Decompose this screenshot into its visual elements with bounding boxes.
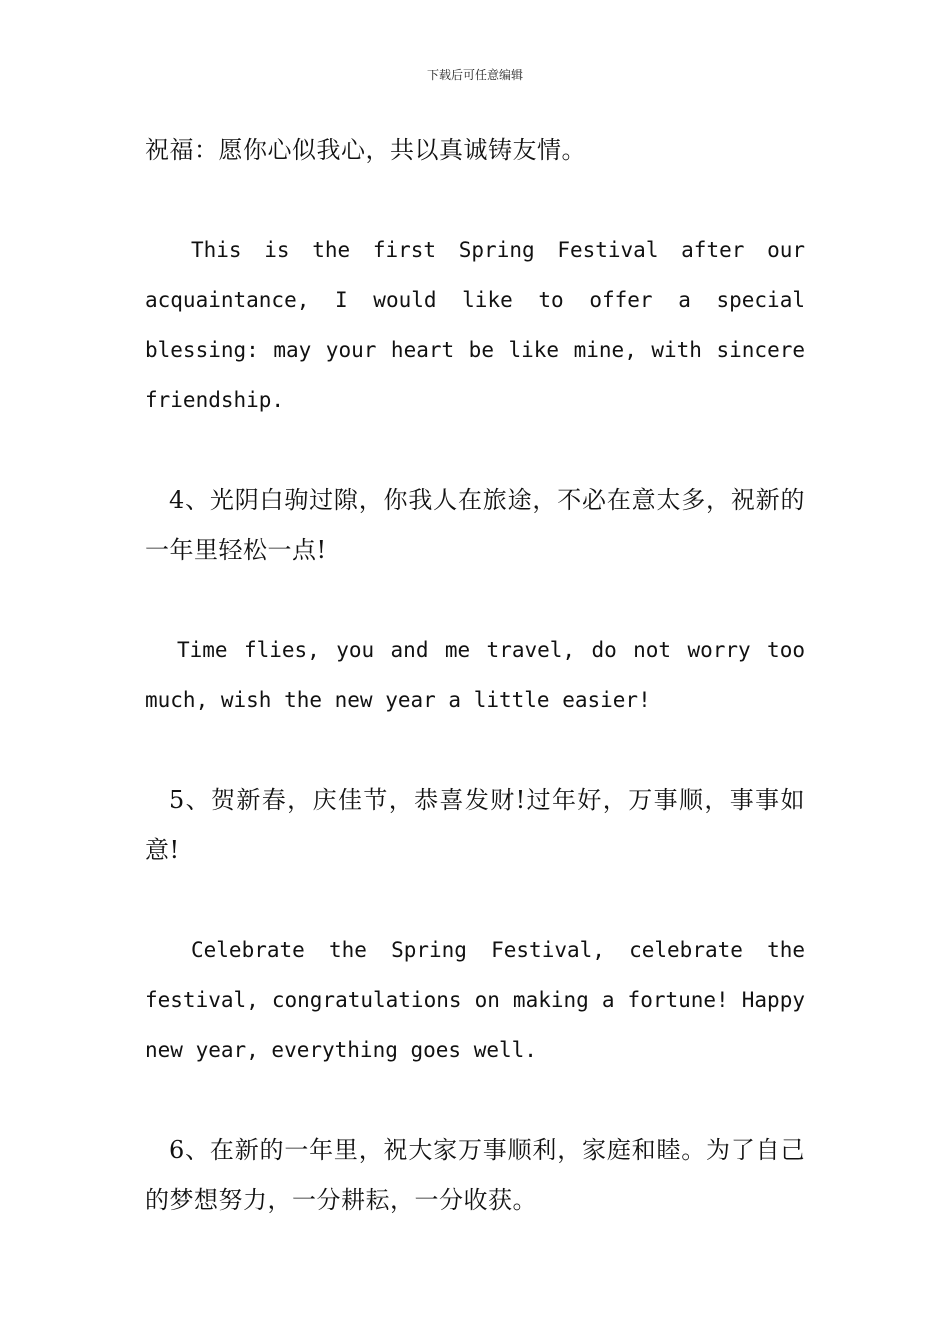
- paragraph-blessing-en: This is the first Spring Festival after our acquaintance, I would like to offer a special blessing: may your heart be like mine, with sincere friendship.: [145, 238, 805, 412]
- paragraph-4-en: Time flies, you and me travel, do not worry too much, wish the new year a little easier!: [145, 638, 805, 712]
- paragraph-gap: [145, 725, 805, 775]
- paragraph-5-zh: 5、贺新春，庆佳节，恭喜发财!过年好，万事顺，事事如意!: [145, 786, 805, 864]
- paragraph-blessing-zh: 祝福：愿你心似我心，共以真诚铸友情。: [145, 136, 586, 164]
- paragraph-gap: [145, 875, 805, 925]
- paragraph-gap: [145, 175, 805, 225]
- paragraph-gap: [145, 575, 805, 625]
- paragraph-6-zh: 6、在新的一年里，祝大家万事顺利，家庭和睦。为了自己的梦想努力，一分耕耘，一分收获。: [145, 1136, 805, 1214]
- paragraph-gap: [145, 1075, 805, 1125]
- page-header: 下载后可任意编辑: [426, 68, 523, 82]
- paragraph-5-en: Celebrate the Spring Festival, celebrate the festival, congratulations on making a fortune! Happy new year, everything goes well.: [145, 938, 805, 1062]
- paragraph-4-zh: 4、光阴白驹过隙，你我人在旅途，不必在意太多，祝新的一年里轻松一点!: [145, 486, 805, 564]
- document-body: [145, 125, 805, 1225]
- paragraph-gap: [145, 425, 805, 475]
